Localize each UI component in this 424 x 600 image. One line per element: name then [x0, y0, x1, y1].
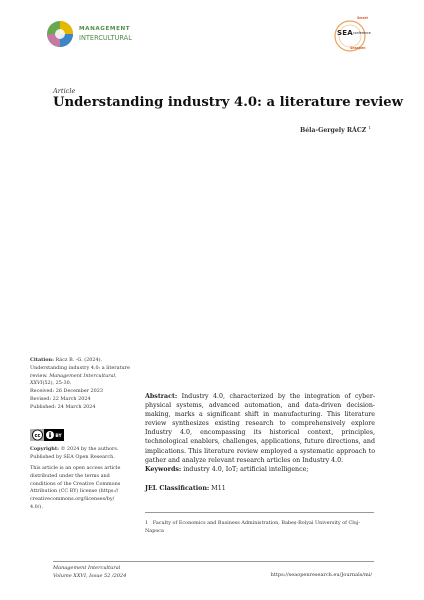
- footnote: [145, 520, 375, 536]
- abstract-label: Abstract:: [145, 393, 178, 400]
- footnote-text: Faculty of Economics and Business Administration, Babeș-Bolyai University of Cluj-Napoca: [145, 520, 361, 534]
- citation-block: [30, 357, 140, 388]
- footer-volume: Volume XXVI, Issue 52 /2024: [53, 572, 127, 579]
- footnote-marker: 1: [145, 520, 149, 526]
- license-line: 4.0/).: [30, 503, 43, 510]
- published-date: Published: 24 March 2024: [30, 403, 96, 410]
- license-line: Attribution (CC BY) license (https://: [30, 488, 119, 495]
- journal-logo-circle-icon: [46, 20, 74, 48]
- revised-date: Revised: 22 March 2024: [30, 395, 91, 402]
- journal-logo-line1: MANAGEMENT: [79, 26, 131, 32]
- footer-journal: Management Intercultural: [53, 565, 121, 571]
- keywords-label: Keywords:: [145, 466, 182, 473]
- abstract-text: Industry 4.0, characterized by the integration of cyber-physical systems, advanced automation, and data-driven decision-making, marks a significant shift in manufacturing. This literature review synthesizes existing research to comprehensively explore Industry 4.0, encompassing its historical context, principles, technological enablers, challenges, applications, future directions, and implications. This literature review employed a systematic approach to gather and analyze relevant research articles on Industry 4.0.: [145, 393, 375, 464]
- keywords: [145, 465, 375, 474]
- cc-by-badge[interactable]: [30, 426, 64, 438]
- footer-url-link[interactable]: https://seaopenresearch.eu/Journals/mi/: [270, 572, 372, 578]
- keywords-text: industry 4.0, IoT; artificial intelligence;: [183, 466, 309, 473]
- journal-logo: [46, 20, 166, 54]
- jel-label: JEL Classification:: [145, 485, 210, 492]
- copyright-text: © 2024 by the authors. Published by SEA Open Research.: [30, 446, 119, 460]
- publisher-logo-mid: conference: [353, 31, 371, 35]
- article-title: Understanding industry 4.0: a literature review: [53, 95, 403, 110]
- license-line: creativecommons.org/licenses/by/: [30, 496, 115, 503]
- jel-classification: [145, 484, 375, 493]
- author-line: [300, 125, 371, 134]
- received-date: Received: 26 December 2023: [30, 388, 103, 394]
- abstract: [145, 392, 375, 465]
- author-name: Béla-Gergely RÁCZ: [299, 127, 367, 135]
- publisher-logo-top: Smart: [357, 16, 368, 20]
- copyright-block: [30, 446, 140, 462]
- copyright-label: Copyright:: [30, 446, 59, 452]
- publisher-logo-main: SEA: [337, 29, 353, 37]
- article-type: Article: [53, 87, 76, 95]
- citation-label: Citation:: [30, 357, 54, 363]
- license-block: [30, 465, 140, 512]
- license-line: conditions of the Creative Commons: [30, 480, 121, 487]
- publisher-logo-bottom: Seaopen: [350, 46, 366, 50]
- dates-block: [30, 388, 140, 411]
- license-line: This article is an open access article: [30, 465, 121, 471]
- footer-divider: [53, 561, 374, 562]
- citation-text: Rácz B. -G. (2024). Understanding industry 4.0: a literature review.: [30, 357, 130, 379]
- footer-journal-info: [53, 565, 126, 580]
- jel-text: M11: [211, 485, 226, 492]
- license-line: distributed under the terms and: [30, 472, 110, 479]
- cc-by-badge-icon: [30, 429, 64, 441]
- citation-journal: Management Intercultural, XXVI: [30, 372, 117, 387]
- journal-logo-line2: INTERCULTURAL: [79, 34, 132, 42]
- cc-badge-by-text: BY: [55, 434, 62, 439]
- citation-issue: (52), 25-30.: [42, 380, 72, 387]
- footnote-divider: [145, 512, 374, 513]
- publisher-logo: [330, 16, 380, 56]
- author-affiliation-marker: 1: [368, 125, 371, 130]
- cc-badge-cc-text: cc: [34, 432, 41, 439]
